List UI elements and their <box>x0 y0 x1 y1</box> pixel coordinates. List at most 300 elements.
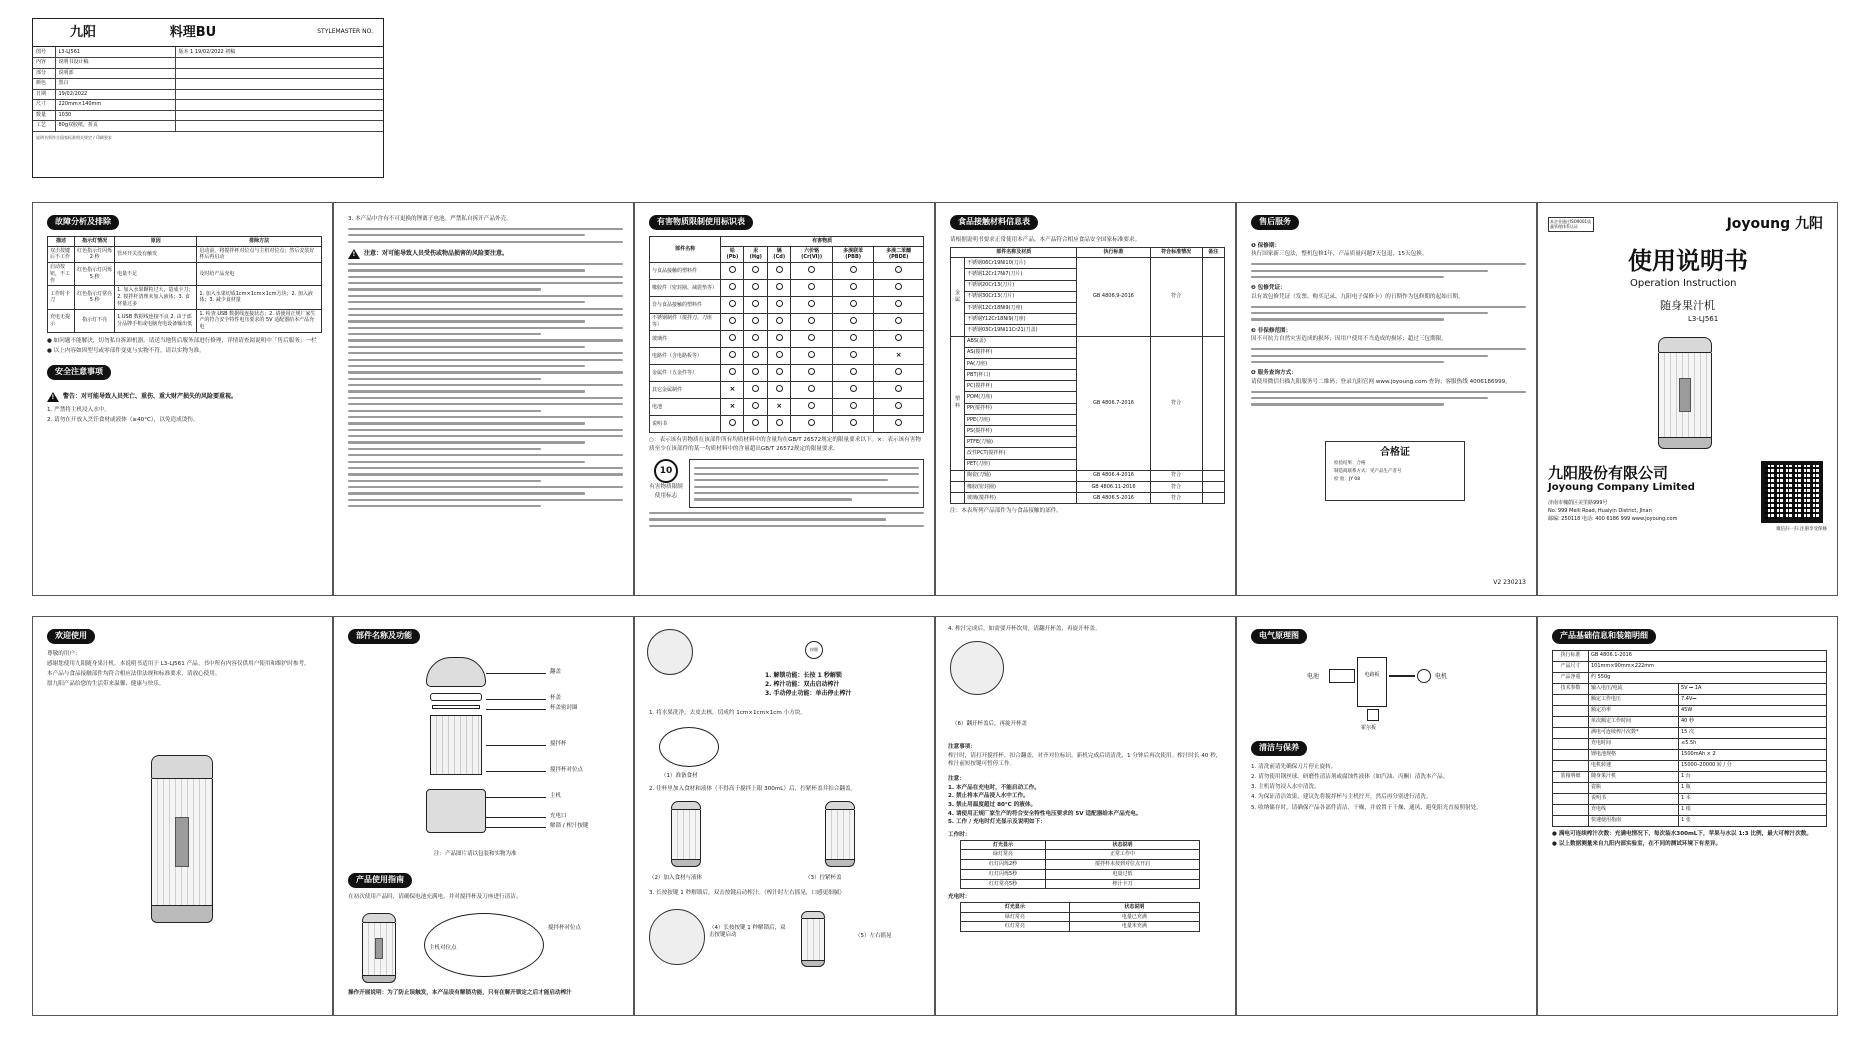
safety-title: 安全注意事项 <box>47 365 111 380</box>
cross-icon: × <box>729 385 736 394</box>
hazard-mark-cell <box>744 331 768 348</box>
light-meaning: 电量过低 <box>1046 869 1200 879</box>
table-row <box>650 297 924 314</box>
after-sale-title: 售后服务 <box>1251 215 1299 230</box>
cup-part <box>430 715 482 775</box>
address-line-3: 邮编: 250118 电话: 400 6186 999 www.joyoung.com <box>1548 516 1678 522</box>
circle-icon <box>729 334 736 341</box>
hazard-mark-cell <box>832 280 873 297</box>
troubleshoot-cell: 红色指示灯闪烁 5 秒 <box>75 263 115 286</box>
hazard-header: 多溴二苯醚 (PBDE) <box>874 246 924 263</box>
add-food-illustration <box>671 801 701 867</box>
table-row <box>650 280 924 297</box>
spec-value: 1 张 <box>1679 815 1827 826</box>
welcome-title: 欢迎使用 <box>47 629 95 644</box>
button-zoom-icon <box>647 629 693 675</box>
specs-note: ● 满电可连续榨汁次数：充满电情况下，每次装水300mL下，苹果与水以 1:3 比例，最大可榨汁次数。 <box>1552 830 1812 837</box>
qr-caption: 微信扫一扫 注册享受保修 <box>1776 527 1827 532</box>
circle-icon <box>729 351 736 358</box>
motor-label: 电机 <box>1435 673 1448 680</box>
guide-foot: 操作开展说明：为了防止误触发，本产品设有解锁功能，只有在解开锁定之后才能启动榨汁 <box>348 990 572 996</box>
hazard-mark-cell <box>768 314 791 331</box>
spec-key: 数量 <box>33 110 55 121</box>
parts-note: 注：产品图片请以包装和实物为准 <box>434 851 517 857</box>
charge-head-0: 灯光显示 <box>961 902 1070 912</box>
circle-icon <box>850 351 857 358</box>
hazard-mark-cell <box>832 297 873 314</box>
spec-value: 7.4V⎓ <box>1679 694 1827 705</box>
usage-caption-6: （6）翻开杯盖后，再旋开杯盖 <box>952 721 1028 727</box>
after-sale-text: 因不可抗力自然灾害造成的损坏；因用户使用不当造成的损坏；超过三包期限。 <box>1251 336 1447 343</box>
spec-row <box>33 47 383 58</box>
fm-item: PTFE(刀轴) <box>965 437 1077 448</box>
hazard-mark-cell <box>874 399 924 416</box>
after-sale-text: 请使用微信扫描九阳服务号二维码；登录九阳官网 www.joyoung.com 查询；客服热线 4006186999。 <box>1251 378 1511 385</box>
fm-item: PS(搅拌杯) <box>965 426 1077 437</box>
fm-item: POM(刀座) <box>965 392 1077 403</box>
circle-icon <box>808 385 815 392</box>
circle-icon <box>808 283 815 290</box>
spec-extra <box>175 121 383 132</box>
circle-icon <box>752 402 759 409</box>
circle-icon <box>752 266 759 273</box>
hazard-mark-cell <box>874 280 924 297</box>
specs-note: ● 以上数据测量来自九阳内部实验室，在不同的测试环境下有差异。 <box>1552 840 1722 847</box>
food-material-title: 食品接触材料信息表 <box>950 215 1038 230</box>
press-button-illustration <box>649 909 705 965</box>
circle-icon <box>776 368 783 375</box>
spec-extra <box>175 58 383 69</box>
spec-key: 颜色 <box>33 79 55 90</box>
hazard-mark-cell <box>721 365 744 382</box>
hazard-mark-cell <box>744 297 768 314</box>
circle-icon <box>776 419 783 426</box>
part-label: 杯盖密封圈 <box>550 705 578 711</box>
hazard-part-name: 橡胶件（密封圈、减震垫等） <box>650 280 721 297</box>
hall-board-icon <box>1367 709 1379 721</box>
caution-item: 3. 禁止用温度超过 80°C 的液体。 <box>948 801 1037 808</box>
caution-item: 1. 本产品在充电时，不能启动工作。 <box>948 784 1040 791</box>
table-row <box>1553 727 1827 738</box>
circle-icon <box>808 317 815 324</box>
hazard-mark-cell <box>874 365 924 382</box>
light-meaning: 正常工作中 <box>1046 850 1200 860</box>
address-line-1: 济南市槐荫区美里路999号 <box>1548 500 1608 506</box>
iso-badge: 本企业通过ISO9001质量管理体系认证 <box>1548 217 1594 232</box>
guide-label-main: 主机对位点 <box>429 945 457 951</box>
hazard-mark-cell <box>791 348 833 365</box>
after-sale-heading: ❸ 非保修范围： <box>1251 327 1292 334</box>
fm-remark <box>1202 258 1224 336</box>
circle-icon <box>850 419 857 426</box>
spec-param: 输入电压/电流 <box>1589 683 1679 694</box>
clean-item: 2. 请勿使用钢丝球、研磨性清洁剂或腐蚀性液体（如汽油、丙酮）清洗本产品。 <box>1251 774 1449 781</box>
circle-icon <box>729 300 736 307</box>
table-row <box>961 912 1200 922</box>
spec-param: 随身果汁机 <box>1589 771 1679 782</box>
welcome-product-image <box>151 755 213 923</box>
cover-panel <box>1537 202 1838 596</box>
spec-value: 黑白 <box>55 79 175 90</box>
hazard-mark-cell <box>791 416 833 433</box>
circle-icon <box>895 266 902 273</box>
table-row <box>650 416 924 433</box>
circle-icon <box>850 334 857 341</box>
hazard-part-name: 电池 <box>650 399 721 416</box>
spec-key: 尺寸 <box>33 100 55 111</box>
fm-group: 塑料 <box>951 336 965 470</box>
spec-extra <box>175 89 383 100</box>
table-row <box>1553 650 1827 661</box>
safety-text-lines <box>348 228 623 243</box>
cover-title: 使用说明书 <box>1628 247 1748 275</box>
fm-item: PA(刀座) <box>965 358 1077 369</box>
spec-value: GB 4806.1-2016 <box>1589 650 1827 661</box>
spec-category <box>1553 804 1589 815</box>
table-row <box>1553 716 1827 727</box>
light-meaning: 榨汁卡刀 <box>1046 879 1200 889</box>
hazard-col-group: 有害物质 <box>721 236 924 246</box>
part-label: 杯盖 <box>550 695 562 701</box>
fm-item: 不锈钢12Cr17Ni7(刀片) <box>965 269 1077 280</box>
fm-item: PBT(杯口) <box>965 370 1077 381</box>
motor-wire <box>1389 675 1415 677</box>
part-label: 搅拌杯对位点 <box>550 767 584 773</box>
spec-extra <box>175 110 383 121</box>
fm-head-3: 备注 <box>1202 248 1224 258</box>
hazard-panel <box>634 202 935 596</box>
spec-value: 19/02/2022 <box>55 89 175 100</box>
table-row <box>48 246 322 263</box>
hazard-mark-cell <box>791 399 833 416</box>
food-material-intro: 请根据说明书要求正常使用本产品。本产品符合相应食品安全国家标准要求。 <box>950 236 1141 243</box>
step-juice: 2. 榨汁功能：双击启动榨汁 <box>765 681 840 688</box>
circle-icon <box>776 317 783 324</box>
spec-param: 充电线 <box>1589 804 1679 815</box>
hazard-mark-cell <box>791 297 833 314</box>
part-label: 充电口 <box>550 813 567 819</box>
version-label: V2 230213 <box>1493 578 1526 586</box>
hazard-mark-cell <box>744 263 768 280</box>
light-state: 绿灯常亮 <box>961 912 1070 922</box>
step-stop: 3. 手动停止功能：单击停止榨汁 <box>765 690 852 697</box>
circle-icon <box>808 351 815 358</box>
hazard-mark-cell <box>744 399 768 416</box>
work-table <box>960 840 1200 890</box>
food-material-panel <box>935 202 1236 596</box>
hazard-mark-cell <box>768 399 791 416</box>
fm-group: 金属 <box>951 258 965 336</box>
hazard-mark-cell <box>791 280 833 297</box>
hazard-mark-cell <box>874 297 924 314</box>
table-row <box>961 860 1200 870</box>
spec-category: 装箱明细 <box>1553 771 1589 782</box>
hazard-title: 有害物质限制使用标识表 <box>649 215 753 230</box>
spec-table <box>33 47 383 132</box>
spec-extra <box>175 100 383 111</box>
hazard-header: 镉 (Cd) <box>768 246 791 263</box>
circle-icon <box>808 334 815 341</box>
safety-body-lines <box>348 263 623 507</box>
hazard-mark-cell <box>832 382 873 399</box>
tighten-lid-illustration <box>825 801 855 867</box>
fm-head-2: 符合标准情况 <box>1150 248 1202 258</box>
troubleshoot-header: 指示灯情况 <box>75 236 115 246</box>
qr-code-icon <box>1761 461 1823 523</box>
hazard-mark-cell <box>832 399 873 416</box>
welcome-greet: 尊敬的用户： <box>47 650 81 657</box>
circle-icon <box>776 266 783 273</box>
light-meaning: 电量未充满 <box>1069 922 1199 932</box>
spec-extra <box>175 79 383 90</box>
circle-icon <box>895 419 902 426</box>
spec-category <box>1553 738 1589 749</box>
spec-value: 说明书设计稿 <box>55 58 175 69</box>
spec-value: 1 瓶 <box>1679 782 1827 793</box>
spec-param: 瓷瓶 <box>1589 782 1679 793</box>
welcome-p1: 感谢您使用九阳随身果汁机。本说明书适用于 L3-LJ561 产品。书中所有内容仅供用户使用和维护时参考。 <box>47 660 310 667</box>
spec-value: ≤5.5h <box>1679 738 1827 749</box>
circle-icon <box>752 351 759 358</box>
fm-std: GB 4806.7-2016 <box>1077 336 1150 470</box>
guide-title: 产品使用指南 <box>348 873 412 888</box>
table-row <box>1553 771 1827 782</box>
fm-item: 不锈钢03Cr19Ni11Cr21(刀盖) <box>965 325 1077 336</box>
hazard-mark-cell <box>791 263 833 280</box>
spec-param: 锂电池规格 <box>1589 749 1679 760</box>
after-sale-heading: ❶ 保修期： <box>1251 242 1281 249</box>
welcome-p2: 本产品与食品接触部件均符合相应法律法规和标准要求，请放心使用。 <box>47 671 221 678</box>
spec-category: 执行标准 <box>1553 650 1589 661</box>
welcome-panel <box>32 616 333 1016</box>
hazard-mark-cell <box>874 382 924 399</box>
fm-std: GB 4806.5-2016 <box>1077 493 1150 504</box>
recycle-text <box>689 459 924 507</box>
spec-param: 单次额定工作时间 <box>1589 716 1679 727</box>
spec-value: 40 秒 <box>1679 716 1827 727</box>
spec-value: 15000–20000 转 / 分 <box>1679 760 1827 771</box>
spec-extra: 版本 1 19/02/2022 初稿 <box>175 47 383 58</box>
troubleshoot-cell: 启动按钮，不工作 <box>48 263 75 286</box>
troubleshoot-cell: 双击按键后不工作 <box>48 246 75 263</box>
fm-item: AS(搅拌杯) <box>965 347 1077 358</box>
hazard-mark-cell <box>832 365 873 382</box>
troubleshoot-cell: 指示灯不亮 <box>75 309 115 332</box>
troubleshoot-cell: 启动前，将搅拌杯对位点与主机对位点；然后安装好杯后再启动 <box>197 246 322 263</box>
cover-subtitle: Operation Instruction <box>1630 278 1737 289</box>
spec-value: 约 550g <box>1589 672 1827 683</box>
usage-caption-4: （4）长按按键 1 秒解锁后，双击按键启动 <box>709 925 786 939</box>
usage-step-4: 4. 榨汁完成后，如需要开杯饮用，请翻开杯盖，再旋开杯盖。 <box>948 626 1101 632</box>
troubleshoot-cell: 工作时卡刀 <box>48 286 75 309</box>
circle-icon <box>850 402 857 409</box>
circle-icon <box>752 300 759 307</box>
hall-board-label: 霍尔板 <box>1361 725 1377 731</box>
hazard-part-name: 不锈钢制件（搅拌刀、刀座等） <box>650 314 721 331</box>
troubleshoot-header: 描述 <box>48 236 75 246</box>
table-row <box>1553 705 1827 716</box>
fm-item: PP(搅拌杯) <box>965 403 1077 414</box>
after-sale-lines <box>1251 391 1526 406</box>
hazard-header: 六价铬 (Cr(VI)) <box>791 246 833 263</box>
spec-key: 图号 <box>33 47 55 58</box>
spec-category <box>1553 793 1589 804</box>
fm-group <box>951 493 965 504</box>
fm-remark <box>1202 493 1224 504</box>
circle-icon <box>776 300 783 307</box>
spec-category <box>1553 694 1589 705</box>
table-row <box>650 382 924 399</box>
hazard-mark-cell <box>791 314 833 331</box>
fm-item: 陶瓷(刀轴) <box>965 470 1077 481</box>
address-line-2: No. 999 Meili Road, Huaiyin District, Jinan <box>1548 508 1652 514</box>
spec-param: 额定功率 <box>1589 705 1679 716</box>
circle-icon <box>776 283 783 290</box>
cert-row-3: 检 验：JY 08 <box>1334 476 1361 482</box>
light-state: 红灯闪烁5秒 <box>961 869 1046 879</box>
table-row <box>650 263 924 280</box>
after-sale-panel <box>1236 202 1537 596</box>
circle-icon <box>729 368 736 375</box>
spec-key: 部分 <box>33 68 55 79</box>
spec-brand: 九阳 <box>69 24 96 40</box>
troubleshoot-panel <box>32 202 333 596</box>
safety-cont-panel <box>333 202 634 596</box>
hazard-mark-cell <box>768 331 791 348</box>
hazard-mark-cell <box>721 348 744 365</box>
hazard-mark-cell <box>832 348 873 365</box>
cert-row-2: 制造商联系方式：见产品生产者号 <box>1334 468 1402 474</box>
hazard-table <box>649 236 924 433</box>
circle-icon <box>895 368 902 375</box>
hazard-mark-cell <box>744 416 768 433</box>
light-state: 红灯闪烁2秒 <box>961 860 1046 870</box>
hazard-mark-cell <box>768 365 791 382</box>
hazard-mark-cell <box>832 331 873 348</box>
troubleshoot-title: 故障分析及排除 <box>47 215 119 230</box>
guide-label-cup: 搅拌杯对位点 <box>548 925 582 931</box>
troubleshoot-header: 排除方法 <box>197 236 322 246</box>
circle-icon <box>808 300 815 307</box>
fm-item: 不锈钢20Cr13(刀片) <box>965 280 1077 291</box>
hazard-part-name: 其它金属制件 <box>650 382 721 399</box>
hazard-mark-cell <box>768 263 791 280</box>
table-row <box>650 331 924 348</box>
table-row <box>1553 760 1827 771</box>
part-label: 搅拌杯 <box>550 741 567 747</box>
fm-item: 橡胶(密封圈) <box>965 481 1077 492</box>
warning-icon <box>47 392 59 402</box>
circle-icon <box>850 266 857 273</box>
safety-item-1: 1. 严禁将主机浸入水中。 <box>47 406 111 413</box>
work-head-0: 灯光显示 <box>961 840 1046 850</box>
circle-icon <box>850 385 857 392</box>
battery-icon <box>1329 669 1355 683</box>
fm-item: PC(搅拌杯) <box>965 381 1077 392</box>
motor-icon <box>1417 669 1431 683</box>
after-sale-heading: ❹ 服务查询方式： <box>1251 370 1297 377</box>
spec-param: 额定工作电压 <box>1589 694 1679 705</box>
cert-row-1: 检验结果：合格 <box>1334 460 1366 466</box>
fm-group <box>951 481 965 492</box>
spec-key: 工艺 <box>33 121 55 132</box>
hazard-mark-cell <box>874 348 924 365</box>
table-row <box>1553 804 1827 815</box>
hazard-mark-cell <box>832 314 873 331</box>
clean-item: 3. 主机请勿浸入水中清洗。 <box>1251 784 1320 791</box>
work-head-1: 状态说明 <box>1046 840 1200 850</box>
circle-icon <box>850 368 857 375</box>
table-row <box>1553 661 1827 672</box>
fm-item: 不锈钢06Cr19Ni10(刀片) <box>965 258 1077 269</box>
hazard-mark-cell <box>874 416 924 433</box>
hazard-mark-cell <box>721 297 744 314</box>
fm-head-1: 执行标准 <box>1077 248 1150 258</box>
hazard-part-name: 非与食品接触的塑料件 <box>650 297 721 314</box>
circle-icon <box>850 317 857 324</box>
spec-note: 说明书须符合国家标准相关规定 / 印刷要求 <box>36 134 112 140</box>
spec-value: 15 次 <box>1679 727 1827 738</box>
table-row <box>1553 749 1827 760</box>
circle-icon <box>752 419 759 426</box>
hazard-part-name: 玻璃件 <box>650 331 721 348</box>
spec-param: 充电时间 <box>1589 738 1679 749</box>
fm-ok: 符合 <box>1150 258 1202 336</box>
fruit-illustration <box>659 727 719 767</box>
safety-notice-text: 注意：对可能导致人员受伤或物品损害的风险要注意。 <box>364 249 509 257</box>
circle-icon <box>776 351 783 358</box>
hazard-mark-cell <box>874 331 924 348</box>
fm-ok: 符合 <box>1150 493 1202 504</box>
troubleshoot-cell: 红色指示灯常亮 5 秒 <box>75 286 115 309</box>
table-row <box>1553 793 1827 804</box>
clean-item: 1. 清洗前请先确保刀片停止旋转。 <box>1251 764 1337 770</box>
table-row <box>951 481 1225 492</box>
circle-icon <box>729 283 736 290</box>
charge-table <box>960 902 1200 932</box>
spec-row <box>33 79 383 90</box>
spec-row <box>33 121 383 132</box>
usage-caption-1: （1）准备食材 <box>661 773 698 779</box>
table-row <box>48 286 322 309</box>
after-sale-lines <box>1251 263 1526 278</box>
usage-caption-5: （5）左右摇晃 <box>855 933 892 939</box>
hazard-mark-cell <box>721 331 744 348</box>
fm-ok: 符合 <box>1150 470 1202 481</box>
table-row <box>961 922 1200 932</box>
table-row <box>48 309 322 332</box>
charge-title: 充电时： <box>948 894 971 901</box>
caution-item: 2. 禁止将本产品浸入水中工作。 <box>948 793 1029 800</box>
hazard-head-part: 部件名称 <box>650 236 721 262</box>
spec-key: 内容 <box>33 58 55 69</box>
hazard-header: 铅 (Pb) <box>721 246 744 263</box>
troubleshoot-foot-1: ● 如问题不能解决，切勿私自拆卸机器。请送当地售后服务部进行修理，详情请查阅说明中「售后服务」一栏 <box>47 337 317 344</box>
hazard-mark-cell <box>768 382 791 399</box>
part-leader-line <box>486 827 546 828</box>
fm-remark <box>1202 336 1224 470</box>
spec-value: 1500mAh × 2 <box>1679 749 1827 760</box>
table-row <box>951 470 1225 481</box>
hazard-mark-cell <box>768 416 791 433</box>
hazard-mark-cell <box>744 348 768 365</box>
fm-remark <box>1202 481 1224 492</box>
spec-category <box>1553 749 1589 760</box>
company-name-cn: 九阳股份有限公司 <box>1548 464 1669 482</box>
hazard-mark-cell <box>744 365 768 382</box>
part-leader-line <box>486 673 546 674</box>
circle-icon <box>808 419 815 426</box>
